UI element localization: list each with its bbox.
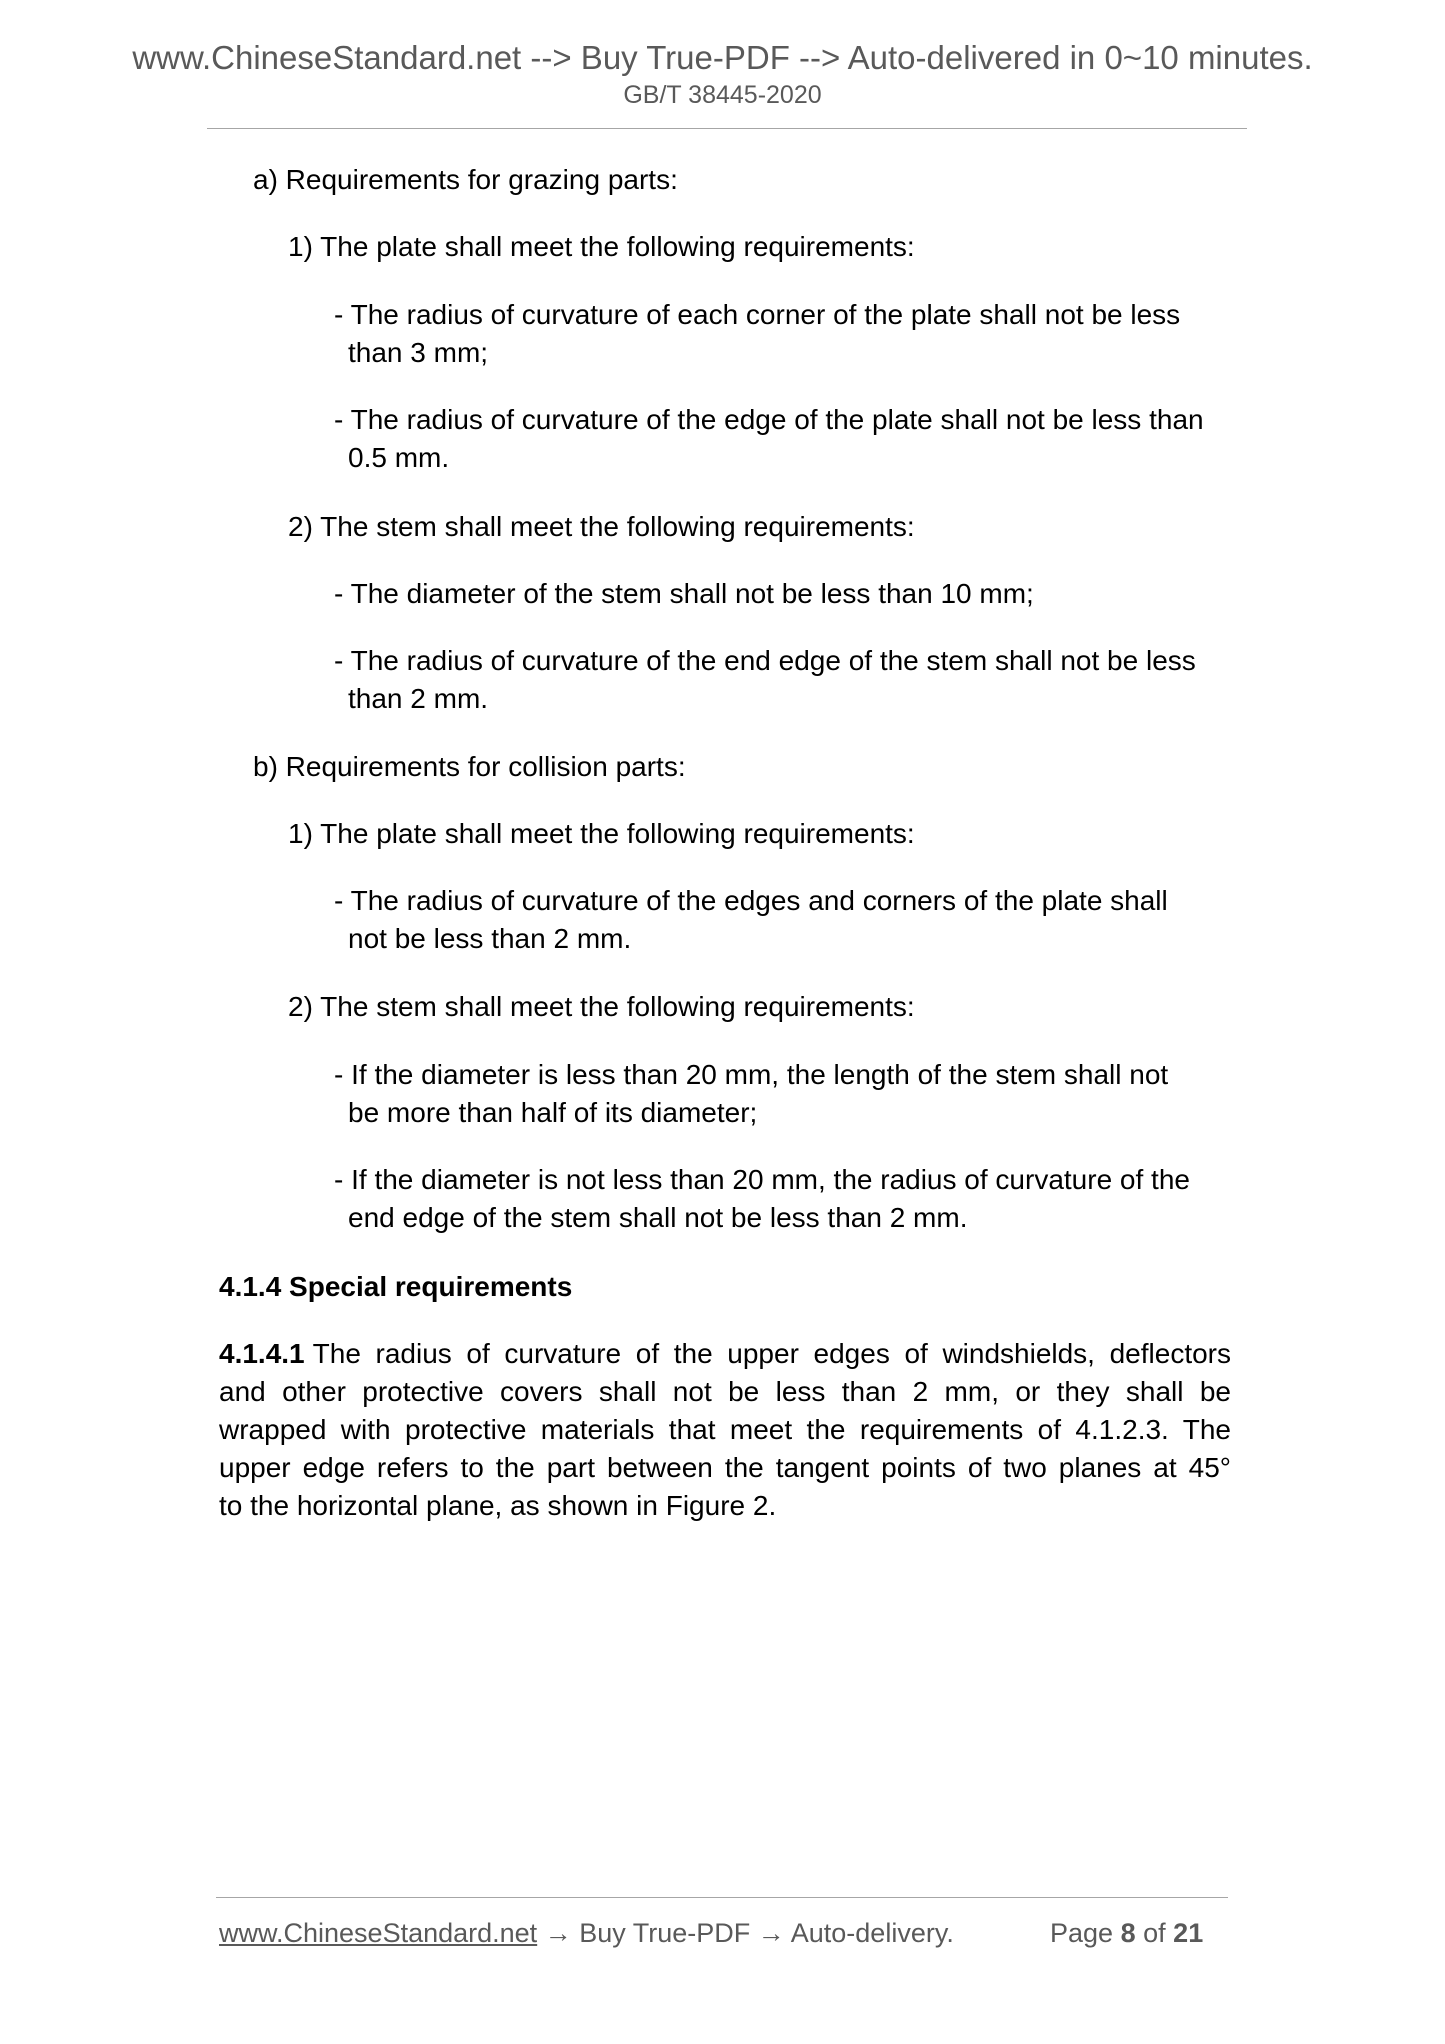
list-item-text: - The radius of curvature of the end edge of the stem shall not be less [334,645,1196,676]
header-divider [207,128,1247,129]
list-item [334,1161,1231,1237]
clause-paragraph [219,1335,1231,1525]
item-b1-heading: 1) The plate shall meet the following requirements: [288,818,915,849]
list-item-text: be more than half of its diameter; [348,1097,758,1128]
footer-left [219,1916,954,1950]
list-item-text: - The diameter of the stem shall not be less than 10 mm; [334,578,1034,609]
list-item-text: end edge of the stem shall not be less than 2 mm. [348,1202,968,1233]
section-heading: 4.1.4 Special requirements [219,1271,573,1302]
list-item-text: not be less than 2 mm. [348,923,632,954]
document-number: GB/T 38445-2020 [623,81,822,109]
clause-text: to the horizontal plane, as shown in Figure 2. [219,1490,777,1521]
list-item-text: 0.5 mm. [348,442,450,473]
list-item-text: - The radius of curvature of each corner of the plate shall not be less [334,299,1181,330]
clause-text: The radius of curvature of the upper edges of windshields, deflectors [312,1338,1231,1369]
list-item [334,882,1231,958]
page-current: 8 [1120,1918,1136,1948]
list-item [334,575,1231,613]
footer-nav-text: → Buy True-PDF → Auto-delivery. [544,1918,954,1948]
item-b2-heading: 2) The stem shall meet the following requirements: [288,991,915,1022]
list-item [334,1056,1231,1132]
list-item [334,296,1231,372]
list-item [334,642,1231,718]
item-b-heading: b) Requirements for collision parts: [253,751,686,782]
clause-text: upper edge refers to the part between the tangent points of two planes at 45° [219,1452,1231,1483]
item-a-heading: a) Requirements for grazing parts: [253,164,678,195]
list-item-text: than 3 mm; [348,337,489,368]
list-item-text: than 2 mm. [348,683,489,714]
item-a1-heading: 1) The plate shall meet the following requirements: [288,231,915,262]
list-item [334,401,1231,477]
footer-divider [216,1897,1228,1898]
list-item-text: - The radius of curvature of the edges and corners of the plate shall [334,885,1168,916]
list-item-text: - If the diameter is not less than 20 mm, the radius of curvature of the [334,1164,1190,1195]
page-label: Page [1050,1918,1114,1948]
page-indicator [1050,1916,1203,1950]
footer-site-link[interactable]: www.ChineseStandard.net [219,1918,538,1948]
list-item-text: - If the diameter is less than 20 mm, the length of the stem shall not [334,1059,1169,1090]
clause-text: and other protective covers shall not be less than 2 mm, or they shall be [219,1376,1231,1407]
page-total: 21 [1173,1918,1204,1948]
page-header-banner: www.ChineseStandard.net --> Buy True-PDF --> Auto-delivered in 0~10 minutes. [132,39,1313,76]
clause-number: 4.1.4.1 [219,1338,305,1369]
item-a2-heading: 2) The stem shall meet the following requirements: [288,511,915,542]
page-of: of [1143,1918,1166,1948]
clause-text: wrapped with protective materials that meet the requirements of 4.1.2.3. The [219,1414,1231,1445]
list-item-text: - The radius of curvature of the edge of the plate shall not be less than [334,404,1204,435]
